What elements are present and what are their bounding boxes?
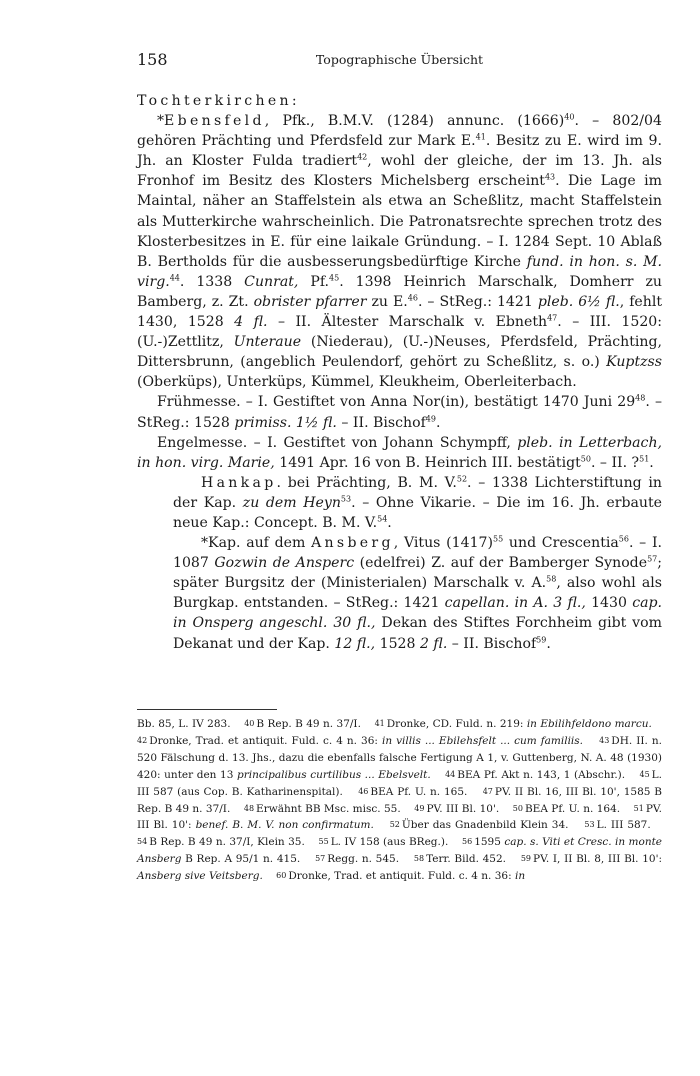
- footnote-number: 59: [520, 854, 532, 864]
- footnote-number: 44: [445, 769, 456, 779]
- italic-run: Gozwin de Ansperc: [214, 555, 355, 572]
- footnote-continued: Bb. 85, L. IV 283.: [137, 718, 231, 730]
- footnote-number: 43: [599, 735, 610, 745]
- text-run: , Pfk., B.M.V. (1284) annunc. (1666): [264, 113, 565, 130]
- text-run: 1430: [585, 595, 633, 612]
- footnote-rule: [137, 709, 277, 710]
- text-run: ; später Burgsitz der (Ministerialen) Marschalk v. A.: [173, 555, 662, 592]
- footnote-number: 54: [137, 837, 148, 847]
- footnote-text: L. IV 158 (aus BReg.).: [330, 836, 449, 849]
- footnote-number: 45: [639, 769, 650, 779]
- italic-run: Cunrat,: [244, 273, 299, 290]
- main-text: [137, 91, 662, 654]
- footnote-italic: in Ebilihfeldono marcu.: [526, 718, 652, 730]
- text-run: *Kap. auf dem: [201, 535, 312, 552]
- footnote-text: BEA Pf. U. n. 164.: [524, 802, 621, 815]
- footnote-ref: 50: [580, 454, 591, 463]
- footnote-text: Terr. Bild. 452.: [426, 853, 506, 866]
- footnote-italic: in: [514, 870, 526, 883]
- footnote-number: 53: [584, 820, 595, 830]
- footnote-ref: 41: [475, 132, 486, 142]
- footnote-number: 42: [137, 735, 148, 745]
- footnote-number: 60: [276, 871, 287, 881]
- section-heading: Tochterkirchen:: [137, 93, 300, 109]
- italic-run: 12 fl.,: [334, 635, 376, 652]
- footnote-ref: 48: [635, 393, 646, 403]
- text-run: (Oberküps), Unterküps, Kümmel, Kleukheim, Oberleiterbach.: [137, 374, 577, 391]
- page-number: 158: [137, 50, 168, 69]
- text-run: . – III. 1520: (U.-)Zettlitz,: [137, 314, 663, 351]
- footnote-text: L. III 587 (aus Cop. B. Katharinenspital).: [137, 768, 662, 798]
- italic-run: obrister pfarrer: [253, 293, 367, 310]
- footnote-text: Regg. n. 545.: [327, 853, 400, 866]
- asterisk-mark: *: [157, 113, 165, 130]
- footnote-text: PV. III Bl. 10'.: [426, 802, 500, 815]
- footnote-ref: 57: [647, 554, 658, 564]
- subentries: [173, 473, 662, 654]
- footnote-italic: cap. s. Viti et Cresc. in monte Ansberg: [137, 836, 663, 866]
- italic-run: fund. in hon. s. M. virg.: [137, 253, 662, 290]
- text-run: . – StReg.: 1421: [417, 293, 538, 310]
- footnote-ref: 51: [639, 454, 650, 463]
- footnote-number: 55: [318, 837, 329, 847]
- footnote-text: 1595: [474, 836, 505, 849]
- text-run: . bei Prächting, B. M. V.: [276, 474, 457, 491]
- italic-run: primiss. 1½ fl.: [234, 414, 337, 431]
- footnote-number: 57: [315, 854, 326, 864]
- text-run: .: [546, 635, 551, 652]
- footnote-italic: in villis ... Ebilehsfelt ... cum familiis.: [381, 734, 584, 747]
- italic-run: 2 fl.: [419, 635, 448, 652]
- footnote-text: Dronke, CD. Fuld. n. 219:: [386, 718, 527, 730]
- text-run: .: [435, 414, 441, 431]
- text-run: 1491 Apr. 16 von B. Heinrich III. bestätigt: [274, 454, 581, 471]
- page-header: [137, 50, 662, 72]
- footnote-ref: 55: [493, 534, 504, 544]
- footnote-number: 50: [512, 803, 523, 813]
- footnote-italic: benef. B. M. V. non confirmatum.: [195, 819, 374, 832]
- place-name-hankap: Hankap: [201, 474, 277, 491]
- italic-run: 6½ fl.: [578, 293, 620, 310]
- entry-ebensfeld: [137, 111, 662, 392]
- footnote-number: 49: [414, 803, 425, 813]
- place-name-ansberg: Ansberg: [311, 535, 394, 552]
- footnote-text: PV. I, II Bl. 8, III Bl. 10':: [533, 853, 662, 866]
- footnote-number: 40: [244, 719, 255, 728]
- text-run: .: [387, 514, 392, 531]
- footnote-ref: 47: [547, 313, 558, 323]
- footnote-italic: Ansberg sive Veitsberg.: [137, 870, 263, 883]
- italic-run: pleb. in Letterbach, in hon. virg. Marie,: [137, 434, 662, 471]
- footnote-block: [137, 716, 662, 885]
- footnote-ref: 59: [536, 634, 547, 644]
- entry-ansberg: [173, 533, 662, 654]
- text-run: – II. Ältester Marschalk v. Ebneth: [267, 314, 548, 331]
- text-run: (Niederau), (U.-)Neuses, Pferdsfeld, Prächting, Dittersbrunn, (angeblich Peulendorf, gehört zu Scheßlitz, s. o.): [137, 334, 662, 371]
- footnote-ref: 53: [340, 494, 352, 504]
- text-run: . – Ohne Vikarie. – Die im 16. Jh. erbaute neue Kap.: Concept. B. M. V.: [173, 494, 662, 531]
- text-run: .: [649, 454, 654, 471]
- footnote-text: PV. II Bl. 16, III Bl. 10', 1585 B Rep. B 49 n. 37/I.: [137, 785, 663, 815]
- text-run: , Vitus (1417): [393, 535, 493, 552]
- text-run: . 1398 Heinrich Marschalk, Domherr zu Bamberg, z. Zt.: [137, 273, 662, 310]
- footnote-number: 56: [462, 837, 473, 847]
- footnote-text: Dronke, Trad. et antiquit. Fuld. c. 4 n. 36:: [149, 734, 382, 747]
- footnote-italic: principalibus curtilibus ... Ebelsvelt.: [237, 768, 431, 781]
- text-run: , also wohl als Burgkap. entstanden. – StReg.: 1421: [173, 575, 663, 612]
- text-run: und Crescentia: [503, 535, 619, 552]
- text-run: . – 802/04 gehören Prächting und Pferdsfeld zur Mark E.: [137, 113, 662, 150]
- footnote-ref: 58: [546, 574, 557, 584]
- footnote-number: 46: [358, 786, 369, 796]
- entry-hankap: [173, 473, 662, 533]
- italic-run: 4 fl.: [234, 314, 268, 331]
- italic-run: zu dem Heyn: [242, 494, 341, 511]
- footnote-text: B Rep. A 95/1 n. 415.: [181, 853, 301, 866]
- footnote-ref: 49: [425, 413, 436, 423]
- text-run: . 1338: [179, 273, 245, 290]
- footnote-number: 51: [633, 803, 644, 813]
- footnote-ref: 40: [564, 112, 575, 122]
- footnote-text: Erwähnt BB Msc. misc. 55.: [256, 802, 401, 815]
- text-run: , wohl der gleiche, der im 13. Jh. als Fronhof im Besitz des Klosters Michelsberg erscheint: [137, 153, 662, 190]
- text-run: – II. Bischof: [447, 635, 537, 652]
- text-run: . Die Lage im Maintal, näher an Staffelstein als etwa an Scheßlitz, macht Staffelstein als Mutterkirche wahrscheinlich. Die Patronatsrechte sprechen trotz des Klosterbesitzes in E. für eine laikale Gründung. – I. 1284 Sept. 10 Ablaß B. Bertholds für die ausbesserungsbedürftige Kirche: [137, 173, 662, 270]
- footnote-number: 47: [482, 786, 493, 796]
- footnote-ref: 44: [169, 273, 180, 283]
- text-run: . – StReg.: 1528: [137, 394, 662, 431]
- footnote-number: 52: [389, 820, 400, 830]
- text-run: . – II. ?: [590, 454, 640, 471]
- entry-engelmesse: [137, 433, 662, 473]
- footnote-number: 48: [243, 803, 255, 813]
- footnote-text: Dronke, Trad. et antiquit. Fuld. c. 4 n. 36:: [288, 870, 515, 883]
- footnote-number: 41: [374, 719, 385, 728]
- text-run: , fehlt 1430, 1528: [137, 293, 663, 331]
- text-run: (edelfrei) Z. auf der Bamberger Synode: [354, 555, 648, 572]
- footnote-text: PV. III Bl. 10':: [137, 802, 662, 832]
- text-run: Pf.: [298, 273, 330, 290]
- text-run: . Besitz zu E. wird im 9. Jh. an Kloster Fulda tradiert: [137, 133, 662, 170]
- text-run: . – I. 1087: [173, 535, 663, 572]
- footnote-ref: 54: [377, 514, 388, 524]
- text-run: zu E.: [366, 293, 408, 310]
- italic-run: cap. in Onsperg angeschl. 30 fl.,: [173, 595, 663, 632]
- italic-run: pleb.: [537, 293, 574, 310]
- italic-run: Kuptzss: [606, 354, 662, 371]
- footnotes: [137, 716, 662, 885]
- text-run: Dekan des Stiftes Forchheim gibt vom Dekanat und der Kap.: [173, 615, 662, 652]
- footnote-text: BEA Pf. U. n. 165.: [370, 785, 468, 798]
- footnote-text: B Rep. B 49 n. 37/I.: [256, 718, 361, 730]
- text-run: . – 1338 Lichterstiftung in der Kap.: [173, 474, 662, 511]
- italic-run: capellan. in A. 3 fl.,: [444, 595, 586, 612]
- footnote-ref: 42: [357, 152, 368, 162]
- footnote-text: L. III 587.: [596, 819, 651, 832]
- text-run: – II. Bischof: [336, 414, 426, 431]
- footnote-text: Über das Gnadenbild Klein 34.: [401, 819, 569, 832]
- footnote-ref: 52: [456, 474, 468, 484]
- text-run: 1528: [375, 635, 420, 652]
- place-name-ebensfeld: Ebensfeld: [164, 113, 265, 130]
- footnote-number: 58: [413, 854, 425, 864]
- entry-fruehmesse: [137, 392, 662, 432]
- footnote-text: B Rep. B 49 n. 37/I, Klein 35.: [149, 836, 305, 849]
- italic-run: Unteraue: [233, 334, 302, 351]
- footnote-text: BEA Pf. Akt n. 143, 1 (Abschr.).: [457, 768, 626, 781]
- footnote-ref: 43: [544, 172, 556, 182]
- footnote-ref: 56: [618, 534, 629, 544]
- footnote-ref: 46: [407, 293, 418, 303]
- footnote-text: DH. II. n. 520 Fälschung d. 13. Jhs., dazu die ebenfalls falsche Fertigung A 1, v. Guttenberg, N. A. 48 (1930) 420: unter den 13: [137, 734, 662, 781]
- text-run: Engelmesse. – I. Gestiftet von Johann Schympff,: [157, 434, 518, 451]
- footnote-ref: 45: [329, 273, 340, 283]
- running-title: Topographische Übersicht: [315, 52, 484, 67]
- text-run: Frühmesse. – I. Gestiftet von Anna Nor(in), bestätigt 1470 Juni 29: [157, 394, 636, 411]
